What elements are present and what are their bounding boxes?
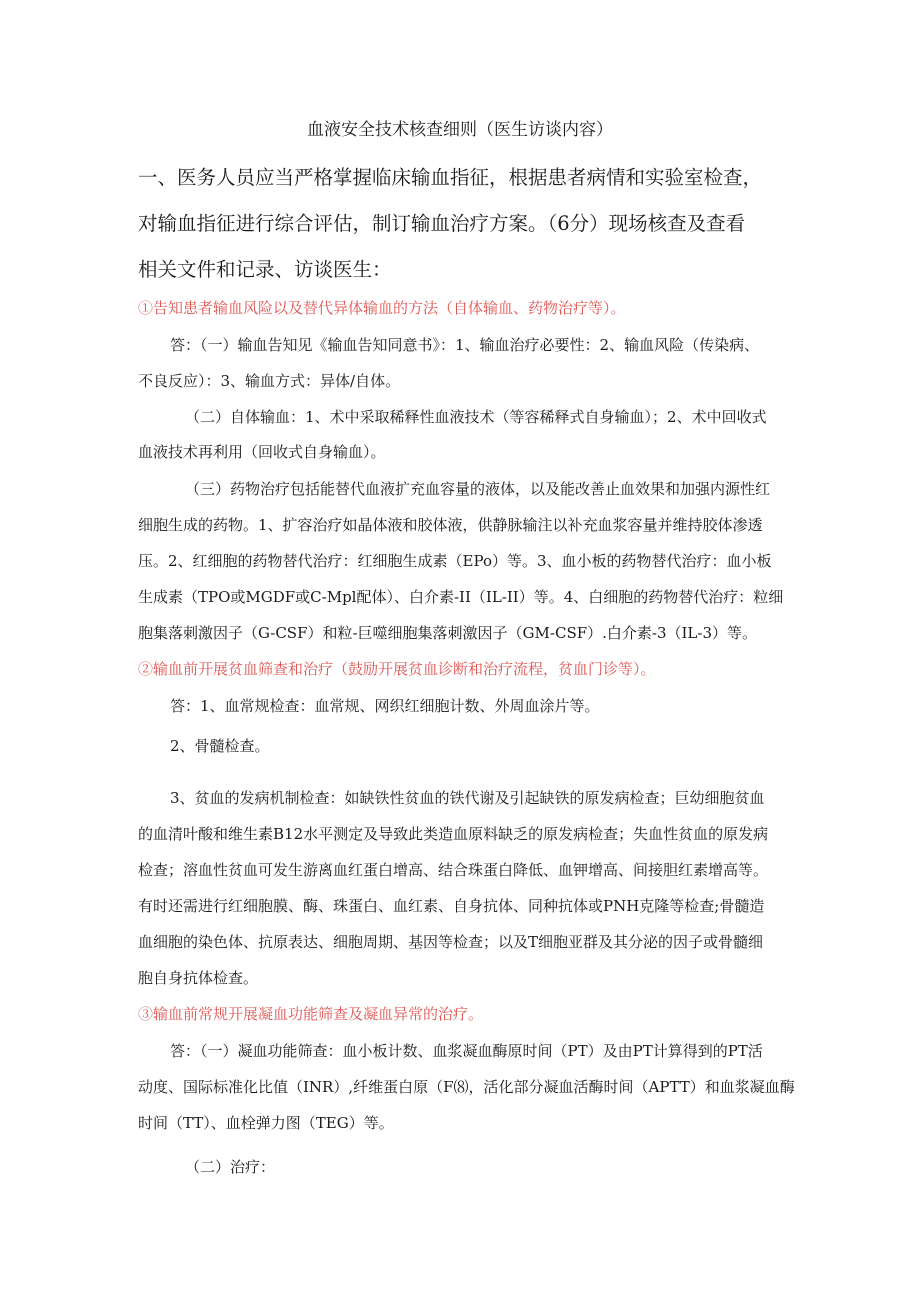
answer-line: 的血清叶酸和维生素B12水平测定及导致此类造血原料缺乏的原发病检查；失血性贫血的原发病: [138, 825, 769, 843]
answer-line: 2、骨髓检查。: [170, 737, 270, 755]
answer-line: 血液技术再利用（回收式自身输血）。: [138, 443, 386, 461]
answer-line: 时间（TT）、血栓弹力图（TEG）等。: [138, 1114, 394, 1132]
answer-line: 有时还需进行红细胞膜、酶、珠蛋白、血红素、自身抗体、同种抗体或PNH克隆等检查;骨髓造: [138, 897, 765, 915]
answer-line: 动度、国际标准化比值（INR）,纤维蛋白原（F⑻，活化部分凝血活酶时间（APTT）和血浆凝血酶: [138, 1078, 795, 1096]
item-heading: ③输血前常规开展凝血功能筛查及凝血异常的治疗。: [138, 1005, 484, 1023]
section-heading-line: 对输血指征进行综合评估，制订输血治疗方案。（6分）现场核查及查看: [138, 212, 746, 235]
answer-line: 血细胞的染色体、抗原表达、细胞周期、基因等检查；以及T细胞亚群及其分泌的因子或骨髓细: [138, 933, 764, 951]
answer-line: 胞自身抗体检查。: [138, 969, 259, 987]
answer-line: 生成素（TPO或MGDF或C-Mpl配体）、白介素-II（IL-II）等。4、白细胞的药物替代治疗：粒细: [138, 588, 784, 606]
answer-line: （三）药物治疗包括能替代血液扩充血容量的液体，以及能改善止血效果和加强内源性红: [185, 480, 771, 498]
section-heading-line: 一、医务人员应当严格掌握临床输血指征，根据患者病情和实验室检查，: [138, 166, 763, 189]
document-title: 血液安全技术核查细则（医生访谈内容）: [307, 120, 613, 140]
answer-line: 检查；溶血性贫血可发生游离血红蛋白增高、结合珠蛋白降低、血钾增高、间接胆红素增高等。: [138, 861, 769, 879]
answer-line: 3、贫血的发病机制检查：如缺铁性贫血的铁代谢及引起缺铁的原发病检查；巨幼细胞贫血: [170, 789, 765, 807]
answer-line: （二）自体输血：1、术中采取稀释性血液技术（等容稀释式自身输血）；2、术中回收式: [185, 408, 767, 426]
section-heading-line: 相关文件和记录、访谈医生：: [138, 258, 392, 281]
answer-line: 答：（一）输血告知见《输血告知同意书》：1、输血治疗必要性：2、输血风险（传染病、: [170, 336, 760, 354]
answer-line: （二）治疗：: [185, 1158, 276, 1176]
answer-line: 答：（一）凝血功能筛查：血小板计数、血浆凝血酶原时间（PT）及由PT计算得到的PT活: [170, 1042, 763, 1060]
item-heading: ②输血前开展贫血筛查和治疗（鼓励开展贫血诊断和治疗流程，贫血门诊等）。: [138, 660, 656, 678]
item-heading: ①告知患者输血风险以及替代异体输血的方法（自体输血、药物治疗等）。: [138, 299, 626, 317]
answer-line: 细胞生成的药物。1、扩容治疗如晶体液和胶体液，供静脉输注以补充血浆容量并维持胶体渗透: [138, 516, 763, 534]
answer-line: 答：1、血常规检查：血常规、网织红细胞计数、外周血涂片等。: [170, 697, 600, 715]
answer-line: 不良反应）：3、输血方式：异体/自体。: [138, 372, 401, 390]
answer-line: 胞集落刺激因子（G-CSF）和粒-巨噬细胞集落刺激因子（GM-CSF）.白介素-3（IL-3）等。: [138, 624, 758, 642]
answer-line: 压。2、红细胞的药物替代治疗：红细胞生成素（EPo）等。3、血小板的药物替代治疗：血小板: [138, 552, 772, 570]
